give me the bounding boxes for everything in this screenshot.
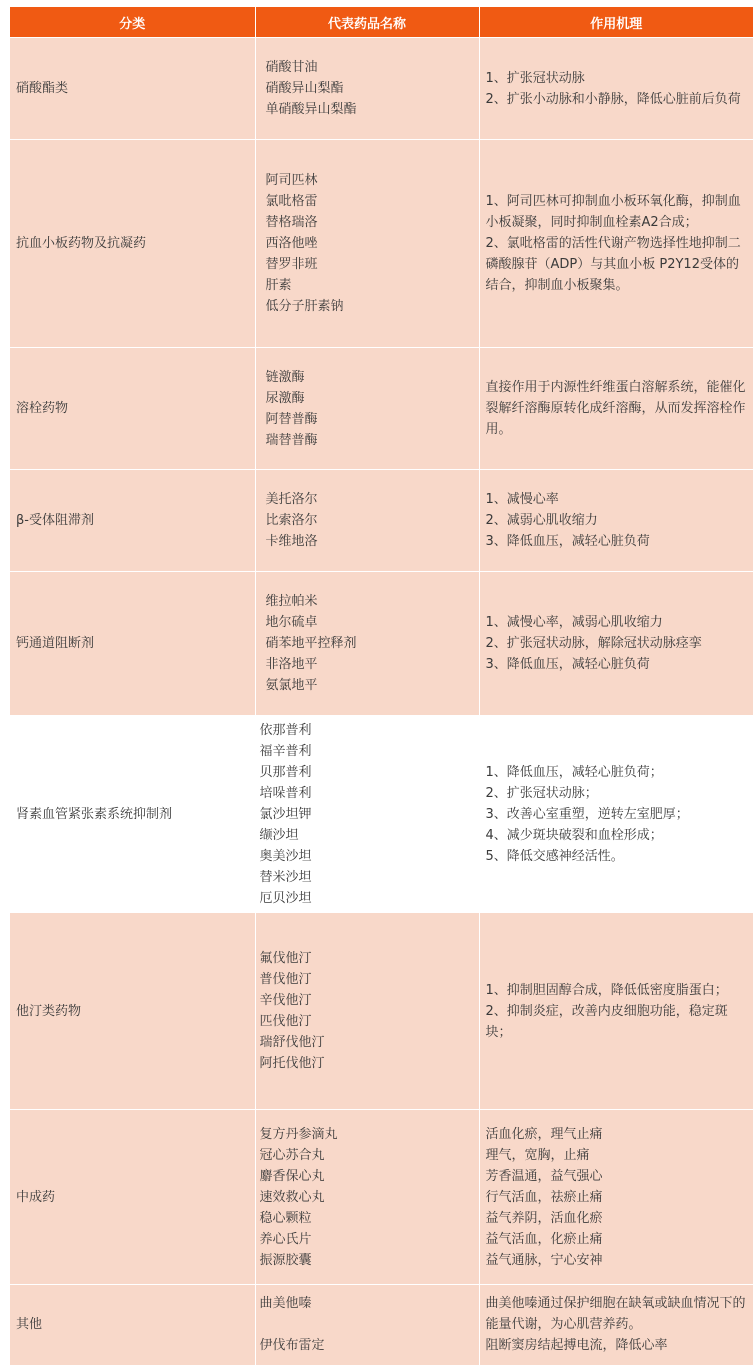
drugs-cell: [255, 913, 479, 1110]
drug-name: 卡维地洛: [265, 534, 318, 549]
table-row: [10, 348, 753, 470]
spacer: [260, 1314, 475, 1335]
drug-name: 氯吡格雷: [265, 194, 318, 209]
table-body: [10, 38, 753, 1365]
drug-name: 冠心苏合丸: [259, 1147, 325, 1163]
mechanism-line: 1、降低血压，减轻心脏负荷；: [485, 764, 663, 780]
mechanism-line: 1、减慢心率: [485, 492, 559, 507]
mechanism-line: 3、降低血压，减轻心脏负荷: [485, 657, 650, 672]
category-cell: 中成药: [10, 1110, 255, 1285]
drug-name: 阿替普酶: [265, 411, 318, 427]
drug-name: 维拉帕米: [265, 594, 318, 609]
drug-name: 速效救心丸: [259, 1189, 325, 1205]
mechanism-line: 活血化瘀，理气止痛: [485, 1126, 603, 1142]
drug-name: 匹伐他汀: [259, 1014, 312, 1029]
header-mechanism: 作用机理: [479, 7, 753, 38]
category-cell: β-受体阻滞剂: [10, 470, 255, 572]
drug-name: 辛伐他汀: [259, 993, 312, 1008]
mechanism-cell: [479, 470, 753, 572]
drugs-cell: [255, 1285, 479, 1365]
drug-name: 替格瑞洛: [265, 215, 318, 230]
table-row: [10, 716, 753, 913]
drugs-cell: [255, 572, 479, 716]
drug-name: 曲美他嗪: [259, 1296, 312, 1312]
table-row: [10, 470, 753, 572]
category-cell: 钙通道阻断剂: [10, 572, 255, 716]
mechanism-line: 益气养阴，活血化瘀: [485, 1210, 603, 1226]
mechanism-line: 阻断窦房结起搏电流，降低心率: [485, 1338, 668, 1354]
drugs-cell: [255, 470, 479, 572]
drug-table: [10, 7, 753, 1365]
drug-name: 链激酶: [265, 369, 305, 385]
drugs-cell: [255, 140, 479, 348]
mechanism-line: 芳香温通，益气强心: [485, 1168, 603, 1184]
category-cell: 肾素血管紧张素系统抑制剂: [10, 716, 255, 913]
drug-name: 麝香保心丸: [259, 1168, 325, 1184]
category-cell: 其他: [10, 1285, 255, 1365]
table-row: [10, 140, 753, 348]
drug-name: 瑞替普酶: [265, 432, 318, 448]
drug-name: 地尔硫卓: [265, 615, 318, 630]
drug-name: 低分子肝素钠: [265, 299, 344, 314]
table-row: [10, 38, 753, 140]
drug-name: 比索洛尔: [265, 513, 318, 528]
drug-name: 复方丹参滴丸: [259, 1126, 338, 1142]
mechanism-line: 行气活血，祛瘀止痛: [485, 1189, 603, 1205]
drug-name: 替罗非班: [265, 257, 318, 272]
drug-name: 福辛普利: [259, 743, 312, 759]
drugs-cell: [255, 716, 479, 913]
drug-name: 氯沙坦钾: [259, 806, 312, 822]
drug-name: 奥美沙坦: [259, 848, 312, 864]
drug-name: 贝那普利: [259, 764, 312, 780]
table-header-row: [10, 7, 753, 38]
mechanism-line: 2、抑制炎症，改善内皮细胞功能，稳定斑块；: [485, 1003, 728, 1040]
drug-name: 单硝酸异山梨酯: [265, 102, 357, 117]
mechanism-cell: [479, 38, 753, 140]
table-row: [10, 1110, 753, 1285]
mechanism-line: 5、降低交感神经活性。: [485, 848, 624, 864]
mechanism-line: 益气活血，化瘀止痛: [485, 1231, 603, 1247]
drug-name: 普伐他汀: [259, 972, 312, 987]
mechanism-line: 2、氯吡格雷的活性代谢产物选择性地抑制二磷酸腺苷（ADP）与其血小板 P2Y12受体的结合，抑制血小板聚集。: [485, 236, 741, 293]
drug-name: 氨氯地平: [265, 678, 318, 693]
mechanism-cell: [479, 1285, 753, 1365]
mechanism-line: 曲美他嗪通过保护细胞在缺氧或缺血情况下的能量代谢，为心肌营养药。: [485, 1296, 746, 1333]
mechanism-line: 1、减慢心率，减弱心肌收缩力: [485, 615, 663, 630]
mechanism-cell: [479, 348, 753, 470]
drug-name: 西洛他唑: [265, 236, 318, 251]
table-row: [10, 1285, 753, 1365]
drug-name: 依那普利: [259, 722, 312, 738]
mechanism-cell: [479, 572, 753, 716]
mechanism-cell: [479, 140, 753, 348]
mechanism-cell: [479, 716, 753, 913]
drug-name: 缬沙坦: [259, 827, 299, 843]
drug-name: 养心氏片: [259, 1231, 312, 1247]
drug-name: 培哚普利: [259, 785, 312, 801]
mechanism-line: 1、阿司匹林可抑制血小板环氧化酶，抑制血小板凝聚，同时抑制血栓素A2合成；: [485, 194, 741, 230]
mechanism-line: 2、扩张冠状动脉，解除冠状动脉痉挛: [485, 636, 702, 651]
mechanism-line: 益气通脉，宁心安神: [485, 1252, 603, 1268]
drug-name: 硝苯地平控释剂: [265, 636, 357, 651]
drug-name: 非洛地平: [265, 657, 318, 672]
table-row: [10, 913, 753, 1110]
mechanism-line: 1、扩张冠状动脉: [485, 70, 585, 86]
drugs-cell: [255, 38, 479, 140]
drug-name: 硝酸异山梨酯: [265, 81, 344, 96]
table-row: [10, 572, 753, 716]
mechanism-line: 1、抑制胆固醇合成，降低低密度脂蛋白；: [485, 982, 728, 998]
mechanism-line: 直接作用于内源性纤维蛋白溶解系统，能催化裂解纤溶酶原转化成纤溶酶，从而发挥溶栓作用。: [485, 380, 746, 437]
drug-name: 肝素: [265, 278, 292, 293]
drugs-cell: [255, 1110, 479, 1285]
drug-name: 氟伐他汀: [259, 951, 312, 966]
drugs-cell: [255, 348, 479, 470]
drug-name: 振源胶囊: [259, 1252, 312, 1268]
drug-name: 稳心颗粒: [259, 1210, 312, 1226]
mechanism-line: 2、扩张冠状动脉；: [485, 785, 598, 801]
mechanism-line: 2、扩张小动脉和小静脉，降低心脏前后负荷: [485, 91, 741, 107]
mechanism-line: 3、降低血压，减轻心脏负荷: [485, 534, 650, 549]
category-cell: 他汀类药物: [10, 913, 255, 1110]
drug-name: 阿司匹林: [265, 173, 318, 188]
mechanism-line: 2、减弱心肌收缩力: [485, 513, 598, 528]
category-cell: 硝酸酯类: [10, 38, 255, 140]
drug-name: 替米沙坦: [259, 869, 312, 885]
mechanism-line: 3、改善心室重塑，逆转左室肥厚；: [485, 806, 689, 822]
drug-name: 美托洛尔: [265, 492, 318, 507]
category-cell: 溶栓药物: [10, 348, 255, 470]
mechanism-line: 4、减少斑块破裂和血栓形成；: [485, 827, 663, 843]
header-drugs: 代表药品名称: [255, 7, 479, 38]
drug-name: 伊伐布雷定: [259, 1338, 325, 1354]
drug-name: 阿托伐他汀: [259, 1056, 325, 1071]
category-cell: 抗血小板药物及抗凝药: [10, 140, 255, 348]
mechanism-cell: [479, 1110, 753, 1285]
header-category: 分类: [10, 7, 255, 38]
drug-name: 硝酸甘油: [265, 60, 318, 75]
drug-name: 厄贝沙坦: [259, 890, 312, 906]
mechanism-cell: [479, 913, 753, 1110]
drug-name: 尿激酶: [265, 390, 305, 406]
mechanism-line: 理气，宽胸，止痛: [485, 1147, 590, 1163]
drug-name: 瑞舒伐他汀: [259, 1035, 325, 1050]
